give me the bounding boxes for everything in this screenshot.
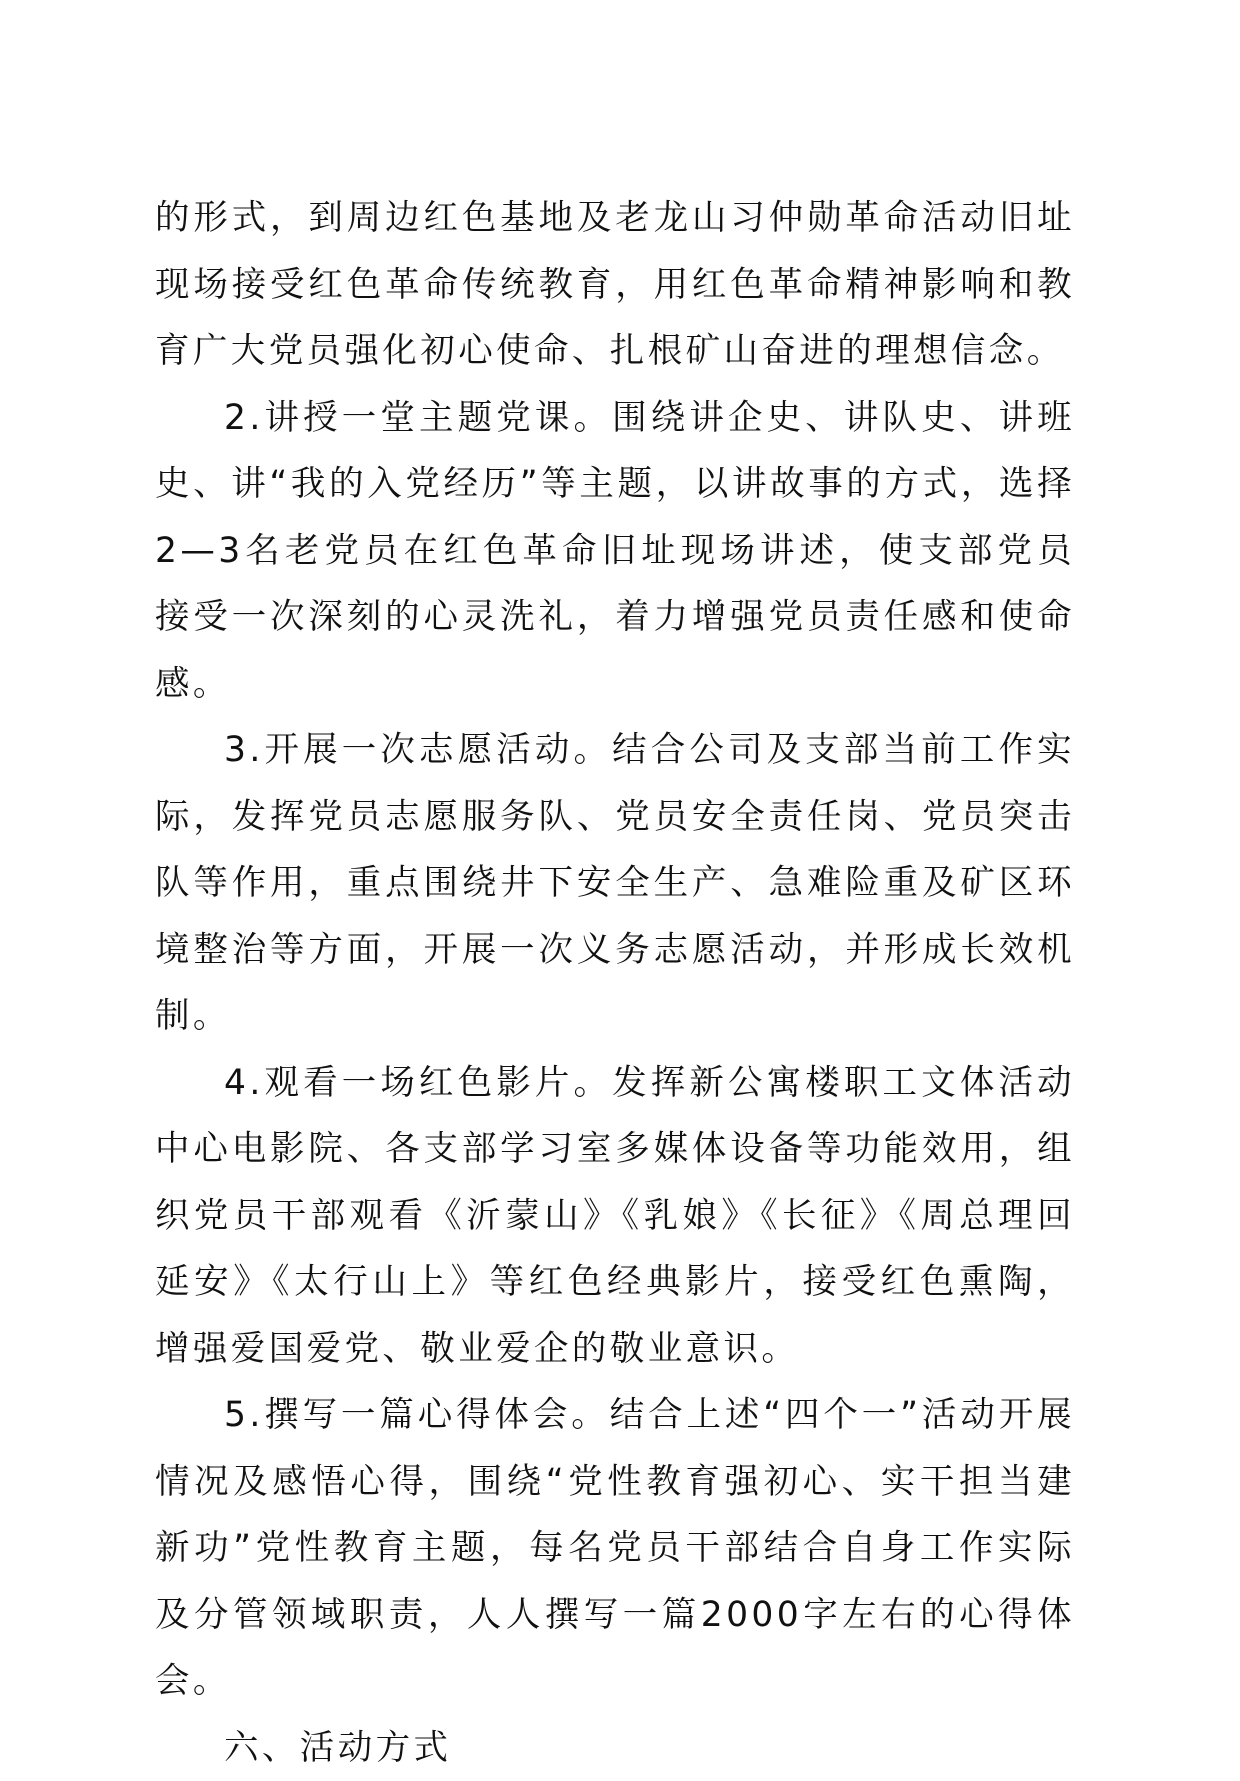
section-heading-6: 六、活动方式 — [155, 1715, 1075, 1781]
paragraph-item-2: 2.讲授一堂主题党课。围绕讲企史、讲队史、讲班史、讲“我的入党经历”等主题，以讲故事的方式，选择2—3名老党员在红色革命旧址现场讲述，使支部党员接受一次深刻的心灵洗礼，着力增强党员责任感和使命感。 — [155, 385, 1075, 718]
paragraph-item-5: 5.撰写一篇心得体会。结合上述“四个一”活动开展情况及感悟心得，围绕“党性教育强初心、实干担当建新功”党性教育主题，每名党员干部结合自身工作实际及分管领域职责，人人撰写一篇2000字左右的心得体会。 — [155, 1382, 1075, 1715]
paragraph-item-4: 4.观看一场红色影片。发挥新公寓楼职工文体活动中心电影院、各支部学习室多媒体设备等功能效用，组织党员干部观看《沂蒙山》《乳娘》《长征》《周总理回延安》《太行山上》等红色经典影片，接受红色熏陶，增强爱国爱党、敬业爱企的敬业意识。 — [155, 1050, 1075, 1383]
paragraph-continuation: 的形式，到周边红色基地及老龙山习仲勋革命活动旧址现场接受红色革命传统教育，用红色革命精神影响和教育广大党员强化初心使命、扎根矿山奋进的理想信念。 — [155, 185, 1075, 385]
document-page — [155, 185, 1075, 1781]
paragraph-item-3: 3.开展一次志愿活动。结合公司及支部当前工作实际，发挥党员志愿服务队、党员安全责任岗、党员突击队等作用，重点围绕井下安全生产、急难险重及矿区环境整治等方面，开展一次义务志愿活动，并形成长效机制。 — [155, 717, 1075, 1050]
